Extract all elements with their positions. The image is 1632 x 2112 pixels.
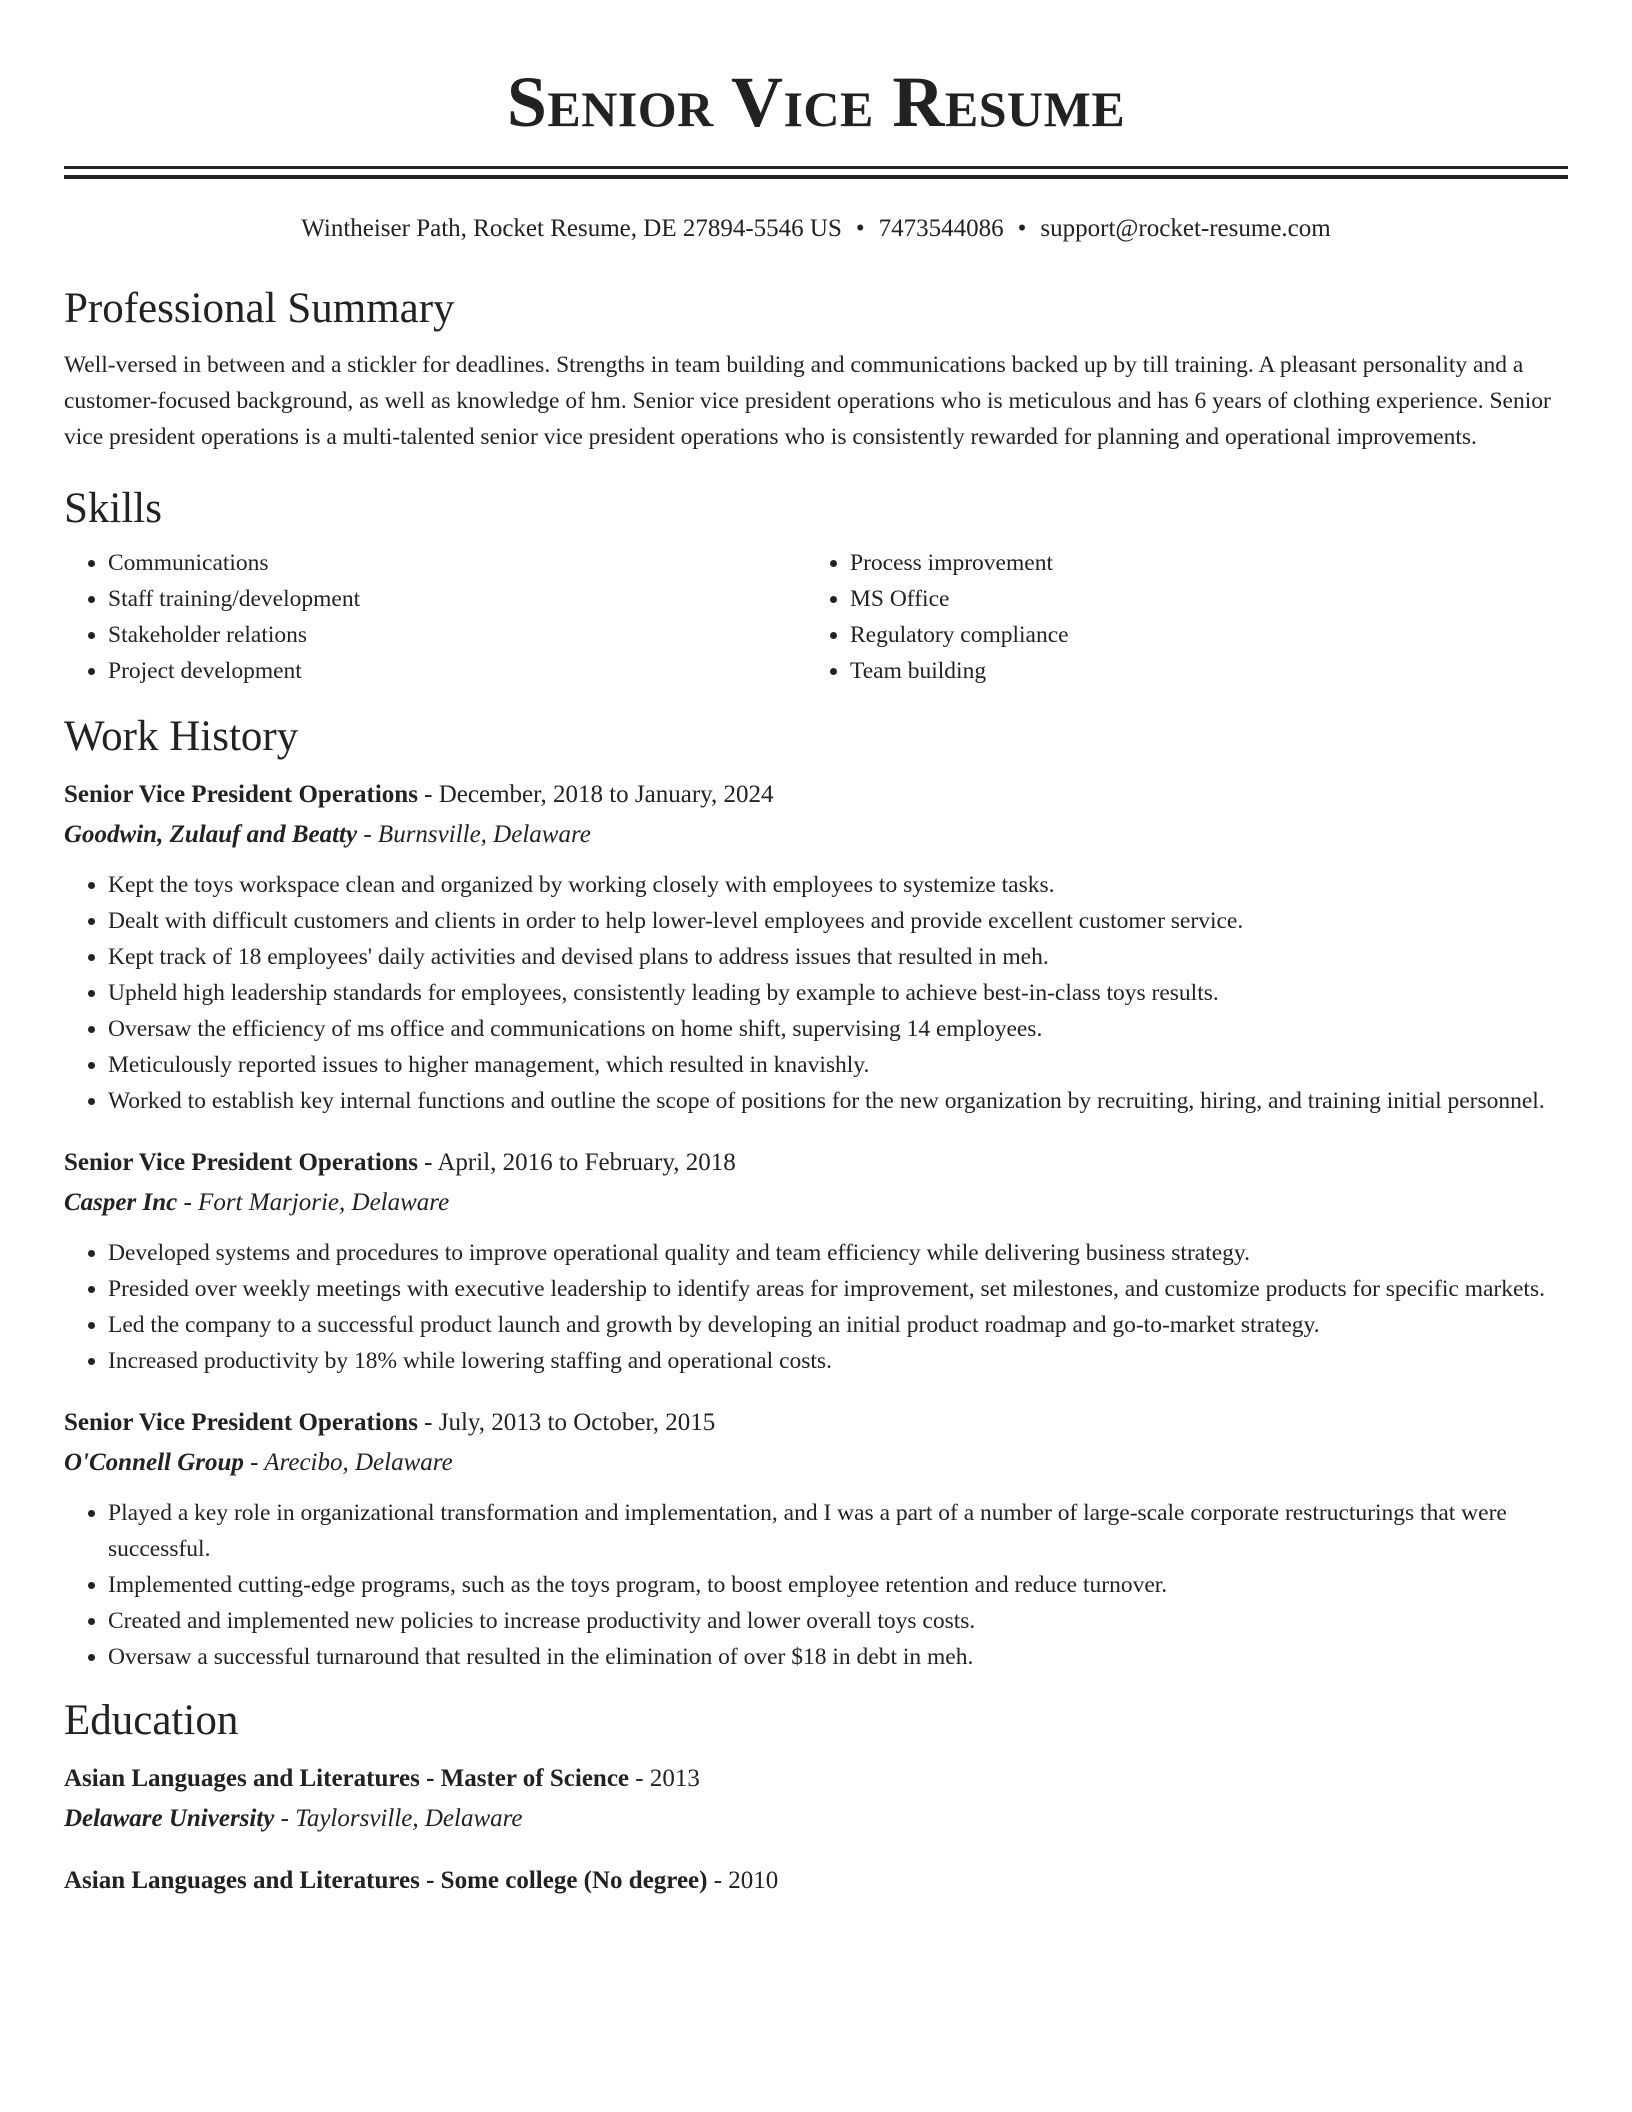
job-company: Casper Inc	[64, 1189, 178, 1216]
job-bullet: • Increased productivity by 18% while lowering staffing and operational costs.	[108, 1343, 1568, 1379]
job-bullet: • Led the company to a successful product launch and growth by developing an initial product roadmap and go-to-market strategy.	[108, 1307, 1568, 1343]
job-bullet: • Kept track of 18 employees' daily activities and devised plans to address issues that resulted in meh.	[108, 939, 1568, 975]
job-title-line	[64, 777, 1568, 813]
job-title-line	[64, 1145, 1568, 1181]
skills-list	[64, 545, 1568, 689]
job-title: Senior Vice President Operations	[64, 1149, 418, 1176]
job-bullet: • Meticulously reported issues to higher management, which resulted in knavishly.	[108, 1047, 1568, 1083]
contact-email: support@rocket-resume.com	[1040, 215, 1331, 242]
degree-line	[64, 1863, 1568, 1899]
degree-year: - 2010	[707, 1867, 779, 1894]
skills-column-left	[64, 545, 806, 689]
school-location: - Taylorsville, Delaware	[274, 1805, 523, 1832]
job-bullet: • Kept the toys workspace clean and organized by working closely with employees to systemize tasks.	[108, 867, 1568, 903]
contact-phone: 7473544086	[878, 215, 1004, 242]
skill-item: • MS Office	[850, 581, 1548, 617]
degree-line	[64, 1761, 1568, 1797]
job-location: - Burnsville, Delaware	[357, 821, 591, 848]
skill-item: • Process improvement	[850, 545, 1548, 581]
job-bullet: • Created and implemented new policies to increase productivity and lower overall toys costs.	[108, 1603, 1568, 1639]
degree: Asian Languages and Literatures - Master of Science	[64, 1765, 630, 1792]
title-divider-thick	[64, 166, 1568, 169]
job-title-line	[64, 1405, 1568, 1441]
contact-line	[64, 213, 1568, 245]
job-company: O'Connell Group	[64, 1449, 244, 1476]
degree-year: - 2013	[629, 1765, 700, 1792]
contact-separator: •	[855, 215, 865, 242]
skill-item: • Project development	[108, 653, 806, 689]
job-bullets	[64, 1235, 1568, 1379]
work-history-heading: Work History	[64, 713, 299, 760]
skills-heading: Skills	[64, 485, 162, 532]
skill-item: • Team building	[850, 653, 1548, 689]
summary-text: Well-versed in between and a stickler for deadlines. Strengths in team building and communications backed up by till training. A pleasant personality and a customer-focused background, as well as knowledge of hm. Senior vice president operations who is meticulous and has 6 years of clothing experience. Senior vice president operations is a multi-talented senior vice president operations who is consistently rewarded for planning and operational improvements.	[64, 352, 1551, 450]
skill-item: • Communications	[108, 545, 806, 581]
job-dates: - December, 2018 to January, 2024	[417, 781, 774, 808]
job-company-line	[64, 1445, 1568, 1481]
job-location: - Fort Marjorie, Delaware	[177, 1189, 450, 1216]
job-bullet: • Oversaw a successful turnaround that resulted in the elimination of over $18 in debt in meh.	[108, 1639, 1568, 1675]
school: Delaware University	[64, 1805, 275, 1832]
job-bullet: • Worked to establish key internal functions and outline the scope of positions for the new organization by recruiting, hiring, and training initial personnel.	[108, 1083, 1568, 1119]
job-bullet: • Upheld high leadership standards for employees, consistently leading by example to achieve best-in-class toys results.	[108, 975, 1568, 1011]
job-company-line	[64, 817, 1568, 853]
job-bullet: • Presided over weekly meetings with executive leadership to identify areas for improvement, set milestones, and customize products for specific markets.	[108, 1271, 1568, 1307]
skill-item: • Regulatory compliance	[850, 617, 1548, 653]
skill-item: • Stakeholder relations	[108, 617, 806, 653]
job-bullets	[64, 867, 1568, 1119]
skills-column-right	[806, 545, 1548, 689]
job-company-line	[64, 1185, 1568, 1221]
job-bullets	[64, 1495, 1568, 1675]
job-bullet: • Played a key role in organizational transformation and implementation, and I was a part of a number of large-scale corporate restructurings that were successful.	[108, 1495, 1568, 1567]
resume-title: Senior Vice Resume	[506, 62, 1126, 142]
job-location: - Arecibo, Delaware	[243, 1449, 453, 1476]
contact-address: Wintheiser Path, Rocket Resume, DE 27894-5546 US	[301, 215, 842, 242]
education-heading: Education	[64, 1697, 239, 1744]
contact-separator: •	[1017, 215, 1027, 242]
job-bullet: • Implemented cutting-edge programs, such as the toys program, to boost employee retention and reduce turnover.	[108, 1567, 1568, 1603]
job-company: Goodwin, Zulauf and Beatty	[64, 821, 358, 848]
job-dates: - July, 2013 to October, 2015	[417, 1409, 716, 1436]
school-line	[64, 1801, 1568, 1837]
degree: Asian Languages and Literatures - Some college (No degree)	[64, 1867, 708, 1894]
job-bullet: • Oversaw the efficiency of ms office and communications on home shift, supervising 14 employees.	[108, 1011, 1568, 1047]
summary-heading: Professional Summary	[64, 285, 455, 332]
title-divider-thin	[64, 175, 1568, 179]
job-title: Senior Vice President Operations	[64, 1409, 418, 1436]
job-title: Senior Vice President Operations	[64, 781, 418, 808]
skill-item: • Staff training/development	[108, 581, 806, 617]
job-bullet: • Dealt with difficult customers and clients in order to help lower-level employees and provide excellent customer service.	[108, 903, 1568, 939]
job-bullet: • Developed systems and procedures to improve operational quality and team efficiency while delivering business strategy.	[108, 1235, 1568, 1271]
job-dates: - April, 2016 to February, 2018	[417, 1149, 736, 1176]
